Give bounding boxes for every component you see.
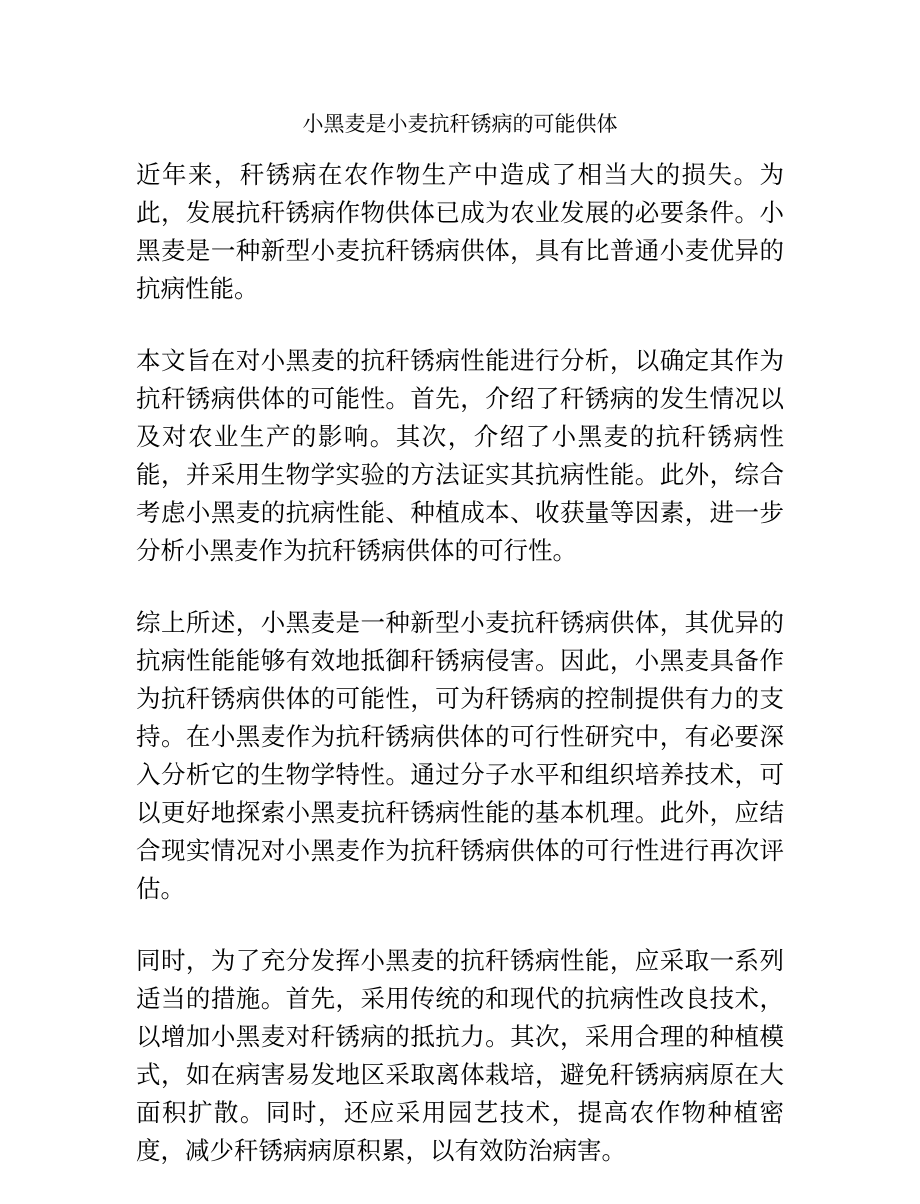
paragraph-1: 近年来，秆锈病在农作物生产中造成了相当大的损失。为此，发展抗秆锈病作物供体已成为农业发展的必要条件。小黑麦是一种新型小麦抗秆锈病供体，具有比普通小麦优异的抗病性能。	[136, 160, 784, 303]
document-title: 小黑麦是小麦抗秆锈病的可能供体	[302, 112, 618, 136]
paragraph-4: 同时，为了充分发挥小黑麦的抗秆锈病性能，应采取一系列适当的措施。首先，采用传统的和现代的抗病性改良技术，以增加小黑麦对秆锈病的抵抗力。其次，采用合理的种植模式，如在病害易发地区采取离体栽培，避免秆锈病病原在大面积扩散。同时，还应采用园艺技术，提高农作物种植密度，减少秆锈病病原积累，以有效防治病害。	[136, 946, 784, 1165]
document-body	[136, 156, 784, 1204]
paragraph-3: 综上所述，小黑麦是一种新型小麦抗秆锈病供体，其优异的抗病性能能够有效地抵御秆锈病侵害。因此，小黑麦具备作为抗秆锈病供体的可能性，可为秆锈病的控制提供有力的支持。在小黑麦作为抗秆锈病供体的可行性研究中，有必要深入分析它的生物学特性。通过分子水平和组织培养技术，可以更好地探索小黑麦抗秆锈病性能的基本机理。此外，应结合现实情况对小黑麦作为抗秆锈病供体的可行性进行再次评估。	[136, 608, 784, 903]
paragraph-2: 本文旨在对小黑麦的抗秆锈病性能进行分析，以确定其作为抗秆锈病供体的可能性。首先，介绍了秆锈病的发生情况以及对农业生产的影响。其次，介绍了小黑麦的抗秆锈病性能，并采用生物学实验的方法证实其抗病性能。此外，综合考虑小黑麦的抗病性能、种植成本、收获量等因素，进一步分析小黑麦作为抗秆锈病供体的可行性。	[136, 346, 784, 565]
